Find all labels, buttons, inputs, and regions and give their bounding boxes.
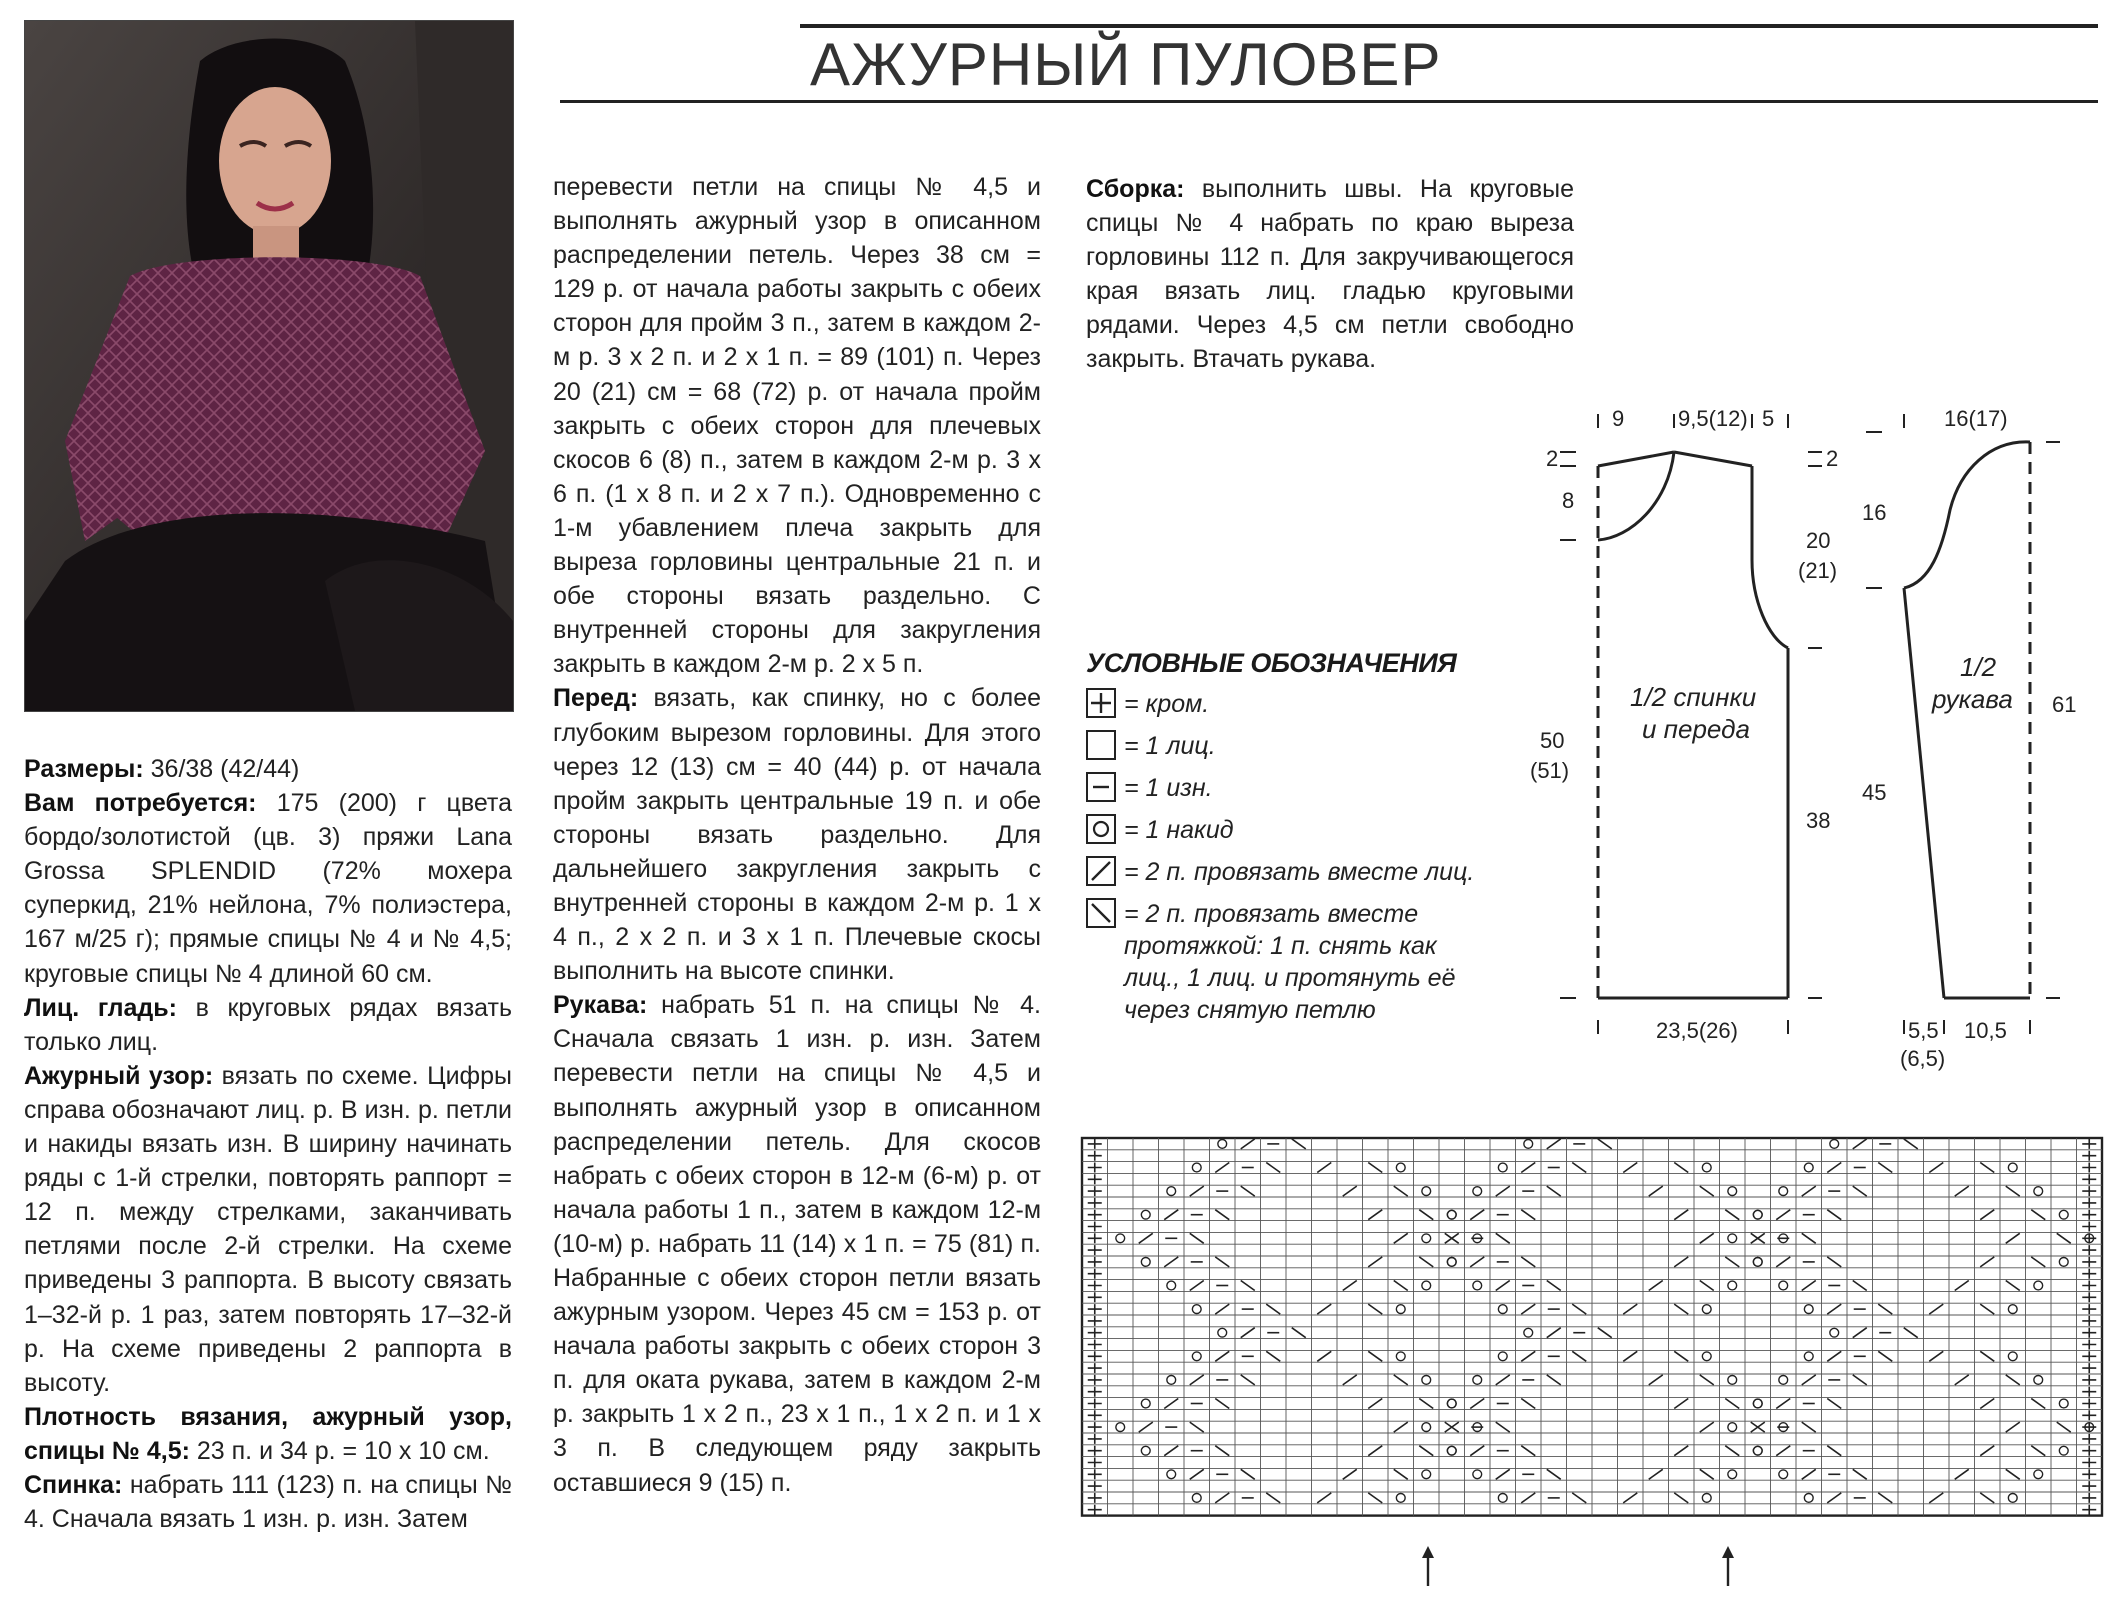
body-label-line2: и переда: [1642, 714, 1750, 744]
garment-schematic: [1520, 400, 2100, 1080]
sleeve-bottom-right: 10,5: [1964, 1018, 2007, 1043]
sleeve-label-line1: 1/2: [1960, 652, 1997, 682]
selvage-symbol-icon: [1086, 688, 1116, 718]
body-shoulder-drop: 2: [1826, 446, 1839, 471]
legend-text: = 1 лиц.: [1124, 732, 1216, 760]
body-top-width-1: 9: [1612, 406, 1625, 431]
sleeve-bottom-left-alt: (6,5): [1900, 1046, 1946, 1071]
sleeves-label: Рукава:: [553, 991, 648, 1020]
sleeve-cap-height: 16: [1862, 500, 1887, 525]
body-total-height-alt: (51): [1530, 758, 1570, 783]
front-value: вязать, как спинку, но с более глубоким вырезом горловины. Для этого через 12 (13) см = 40 (44) р. от начала пройм закрыть центральные 19 п. и обе стороны вязать раздельно. Для дальнейшего закругления закрыть с внутренней стороны в каждом 2-м р. 1 х 4 п., 2 х 2 п. и 3 х 1 п. Плечевые скосы выполнить на высоте спинки.: [553, 684, 1041, 986]
body-top-width-3: 5: [1762, 406, 1775, 431]
legend-item-k2tog: [1086, 856, 1506, 888]
back-label: Спинка:: [24, 1470, 123, 1499]
front-label: Перед:: [553, 684, 639, 713]
legend-text: = 2 п. провязать вместе протяжкой: 1 п. снять как лиц., 1 лиц. и протянуть её через снятую петлю: [1124, 900, 1456, 1024]
page-title: АЖУРНЫЙ ПУЛОВЕР: [810, 31, 1442, 98]
assembly-label: Сборка:: [1086, 175, 1185, 203]
sleeve-top-width: 16(17): [1944, 406, 2008, 431]
materials-label: Вам потребуется:: [24, 789, 257, 818]
legend-item-yarn-over: [1086, 814, 1506, 846]
legend-text: = 1 накид: [1124, 816, 1234, 844]
title-rule-bottom: [560, 100, 2098, 103]
body-neck-drop: 8: [1562, 488, 1575, 513]
ssk-symbol-icon: [1086, 898, 1116, 928]
gauge-value: 23 п. и 34 р. = 10 х 10 см.: [189, 1436, 490, 1465]
legend-item-purl: [1086, 772, 1506, 804]
body-top-width-2: 9,5(12): [1678, 406, 1748, 431]
purl-symbol-icon: [1086, 772, 1116, 802]
instructions-middle-column: [553, 170, 1041, 1500]
body-side: 38: [1806, 808, 1831, 833]
body-armhole: 20: [1806, 528, 1831, 553]
legend-item-ssk: [1086, 898, 1486, 1026]
body-bottom-width: 23,5(26): [1656, 1018, 1738, 1043]
chart-grid: [1082, 1138, 2102, 1516]
title-rule-top: [800, 24, 2098, 28]
sizes-value: 36/38 (42/44): [143, 755, 300, 783]
assembly-value: выполнить швы. На круговые спицы № 4 набрать по краю выреза горловины 112 п. Для закручивающегося края вязать лиц. гладью круговыми рядами. Через 4,5 см петли свободно закрыть. Втачать рукава.: [1086, 175, 1574, 374]
sleeve-total: 61: [2052, 692, 2077, 717]
body-armhole-alt: (21): [1798, 558, 1838, 583]
repeat-arrow-1: [1422, 1546, 1434, 1586]
sizes-label: Размеры:: [24, 755, 144, 783]
model-photo: [24, 20, 514, 712]
k2tog-symbol-icon: [1086, 856, 1116, 886]
back-value: набрать 111 (123) п. на спицы № 4. Сначала вязать 1 изн. р. изн. Затем: [24, 1470, 512, 1534]
stockinette-value: в круговых рядах вязать только лиц.: [24, 993, 512, 1056]
body-label-line1: 1/2 спинки: [1630, 682, 1757, 712]
instructions-left-column: [24, 752, 512, 1536]
openwork-value: вязать по схеме. Цифры справа обозначают лиц. р. В изн. р. петли и накиды вязать изн. В ширину начинать ряды с 1-й стрелки, повторять раппорт = 12 п. между стрелками, заканчивать петлями после 2-й стрелки. На схеме приведены 3 раппорта. В высоту связать 1–32-й р. 1 раз, затем повторять 17–32-й р. На схеме приведены 2 раппорта в высоту.: [24, 1061, 512, 1397]
gauge-label: Плотность вязания, ажурный узор, спицы № 4,5:: [24, 1402, 512, 1465]
repeat-arrow-2: [1722, 1546, 1734, 1586]
back-continued: перевести петли на спицы № 4,5 и выполнять ажурный узор в описанном распределении петель. Через 38 см = 129 р. от начала работы закрыть с обеих сторон для пройм 3 п., затем в каждом 2-м р. 3 х 2 п. и 2 х 1 п. = 89 (101) п. Через 20 (21) см = 68 (72) р. от начала пройм закрыть с обеих сторон для плечевых скосов 6 (8) п., затем в каждом 2-м р. 3 х 6 п. (1 х 8 п. и 2 х 7 п.). Одновременно с 1-м убавлением плеча закрыть для выреза горловины центральные 21 п. и обе стороны вязать раздельно. С внутренней стороны для закругления закрыть в каждом 2-м р. 2 х 5 п.: [553, 173, 1041, 679]
body-neck-drop-top: 2: [1546, 446, 1559, 471]
legend-text: = кром.: [1124, 690, 1210, 718]
sleeve-bottom-left: 5,5: [1908, 1018, 1939, 1043]
sleeves-value: набрать 51 п. на спицы № 4. Сначала связать 1 изн. р. изн. Затем перевести петли на спицы № 4,5 и выполнять ажурный узор в описанном распределении петель. Для скосов набрать с обеих сторон в 12-м (6-м) р. от начала работы 1 п., затем в каждом 12-м (10-м) р. набрать 11 (14) х 1 п. = 75 (81) п. Набранные с обеих сторон петли вязать ажурным узором. Через 45 см = 153 р. от начала работы закрыть с обеих сторон 3 п. для оката рукава, затем в каждом 2-м р. закрыть 1 х 2 п., 23 х 1 п., 1 х 2 п. и 1 х 3 п. В следующем ряду закрыть оставшиеся 9 (15) п.: [553, 991, 1041, 1497]
knit-symbol-icon: [1086, 730, 1116, 760]
instructions-right-column: [1086, 172, 1574, 377]
materials-value: 175 (200) г цвета бордо/золотистой (цв. 3) пряжи Lana Grossa SPLENDID (72% мохера суперкид, 21% нейлона, 7% полиэстера, 167 м/25 г); прямые спицы № 4 и № 4,5; круговые спицы № 4 длиной 60 см.: [24, 789, 512, 988]
legend-title: УСЛОВНЫЕ ОБОЗНАЧЕНИЯ: [1086, 648, 1457, 678]
openwork-label: Ажурный узор:: [24, 1061, 214, 1090]
knitting-chart: [1080, 1134, 2114, 1594]
sleeve-schematic: [1866, 414, 2060, 1034]
sleeve-length: 45: [1862, 780, 1887, 805]
legend-text: = 1 изн.: [1124, 774, 1213, 802]
legend-text: = 2 п. провязать вместе лиц.: [1124, 858, 1475, 886]
yarn-over-symbol-icon: [1086, 814, 1116, 844]
legend-item-knit: [1086, 730, 1506, 762]
stockinette-label: Лиц. гладь:: [24, 993, 177, 1022]
model-photo-illustration: [25, 21, 513, 711]
body-total-height: 50: [1540, 728, 1565, 753]
legend-item-selvage: [1086, 688, 1506, 720]
sleeve-label-line2: рукава: [1932, 684, 2013, 714]
